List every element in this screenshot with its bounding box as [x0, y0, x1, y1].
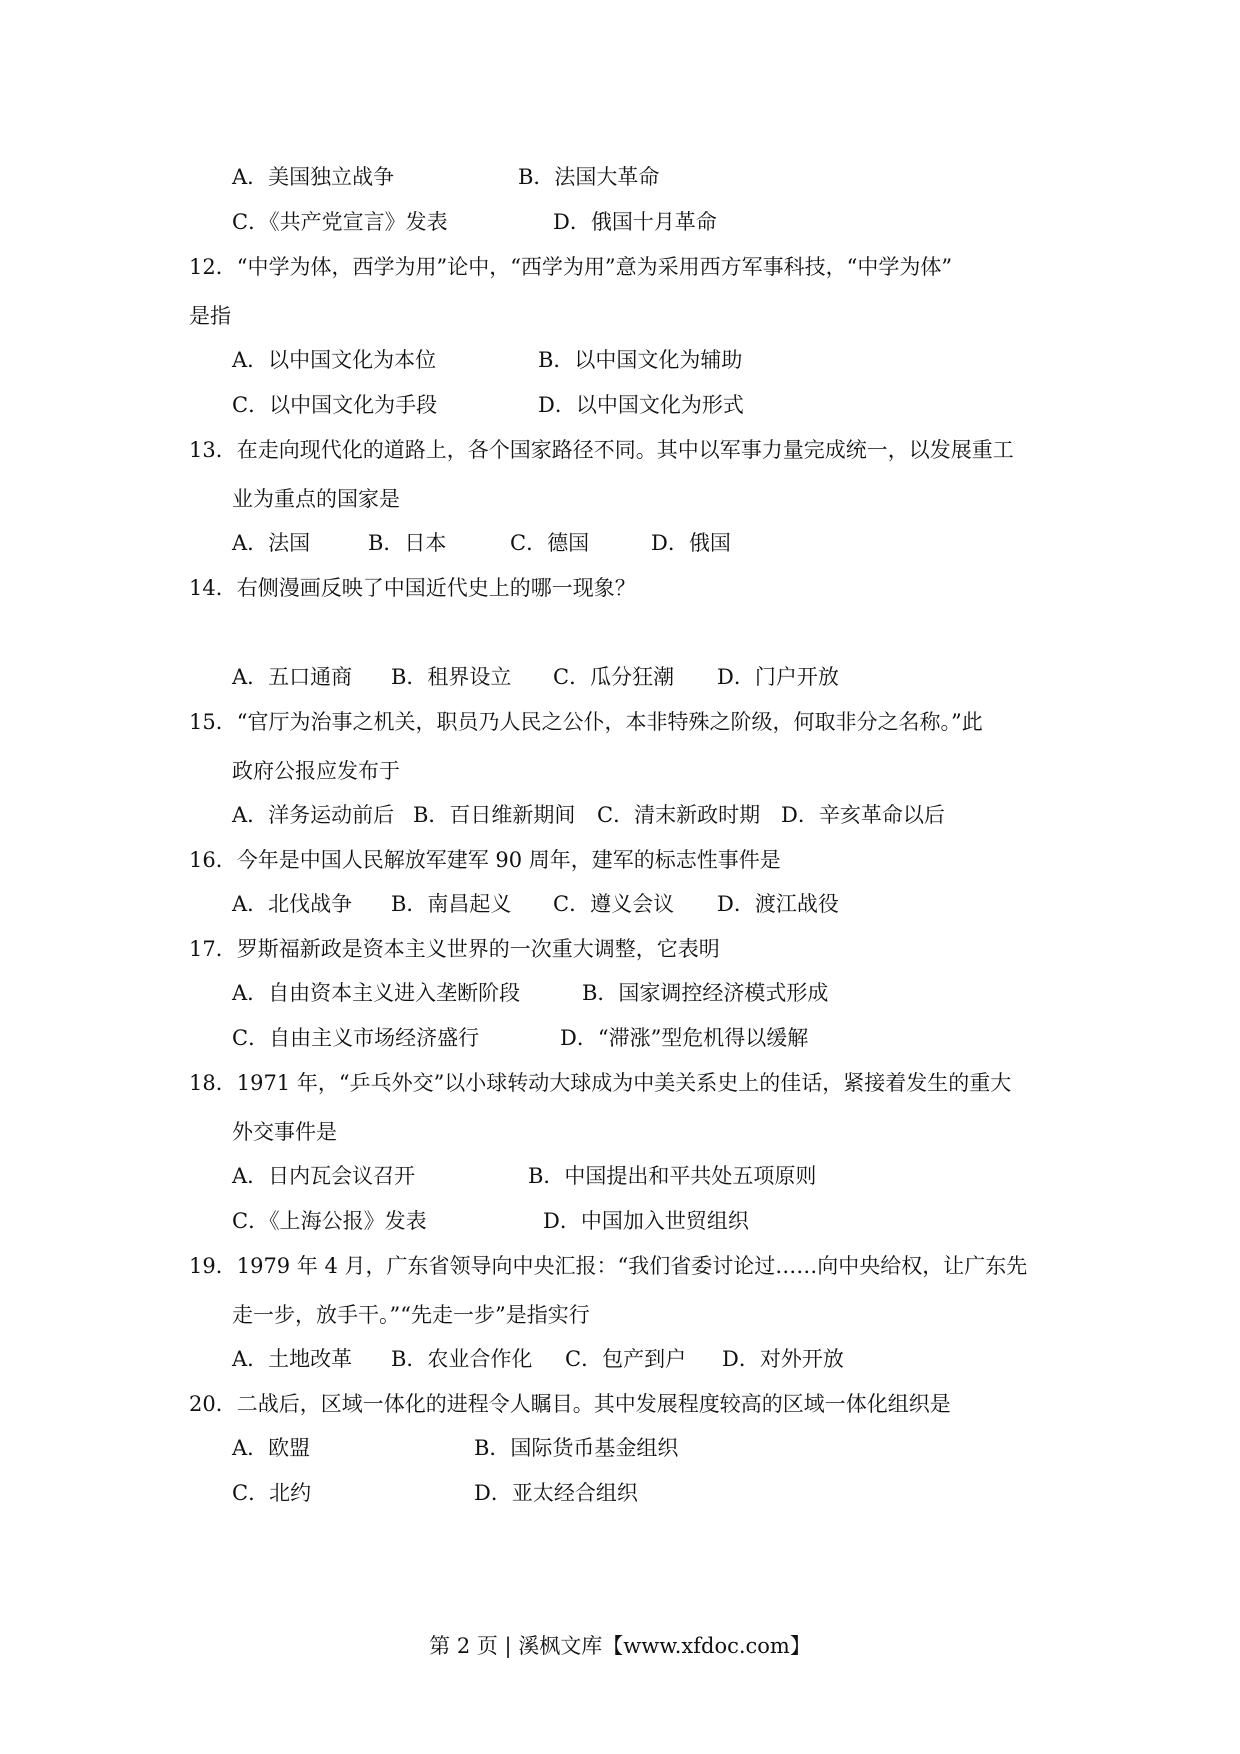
q13-stem-line2: 业为重点的国家是 [232, 487, 400, 511]
q11-option-a: A．美国独立战争 [232, 165, 395, 189]
q17-option-d: D．“滞涨”型危机得以缓解 [560, 1026, 809, 1050]
q18-option-b: B．中国提出和平共处五项原则 [528, 1164, 817, 1188]
q13-option-d: D．俄国 [651, 531, 731, 555]
q16-option-b: B．南昌起义 [391, 892, 512, 916]
q19-option-b: B．农业合作化 [391, 1347, 533, 1371]
q15-stem-line2: 政府公报应发布于 [232, 759, 400, 783]
q11-option-c: C．《共产党宣言》发表 [232, 210, 448, 234]
q19-option-a: A．土地改革 [232, 1347, 353, 1371]
q13-option-a: A．法国 [232, 531, 311, 555]
q14-option-d: D．门户开放 [717, 665, 839, 689]
q13-stem-line1: 13．在走向现代化的道路上，各个国家路径不同。其中以军事力量完成统一，以发展重工 [189, 438, 1014, 462]
q14-option-c: C．瓜分狂潮 [553, 665, 675, 689]
q13-option-b: B．日本 [368, 531, 447, 555]
page-footer: 第 2 页 | 溪枫文库【www.xfdoc.com】 [429, 1634, 811, 1658]
q14-option-a: A．五口通商 [232, 665, 353, 689]
q15-option-b: B．百日维新期间 [413, 803, 576, 827]
q13-option-c: C．德国 [510, 531, 590, 555]
q11-option-b: B．法国大革命 [518, 165, 660, 189]
q17-option-c: C．自由主义市场经济盛行 [232, 1026, 480, 1050]
q15-option-a: A．洋务运动前后 [232, 803, 395, 827]
q12-option-a: A．以中国文化为本位 [232, 348, 437, 372]
q20-option-a: A．欧盟 [232, 1436, 311, 1460]
q18-stem-line1: 18．1971 年，“乒乓外交”以小球转动大球成为中美关系史上的佳话，紧接着发生的重大 [189, 1071, 1012, 1095]
q14-option-b: B．租界设立 [391, 665, 512, 689]
q17-stem-line1: 17．罗斯福新政是资本主义世界的一次重大调整，它表明 [189, 937, 720, 961]
q16-option-c: C．遵义会议 [553, 892, 675, 916]
q15-stem-line1: 15．“官厅为治事之机关，职员乃人民之公仆，本非特殊之阶级，何取非分之名称。”此 [189, 710, 983, 734]
q18-option-d: D．中国加入世贸组织 [543, 1209, 749, 1233]
q20-option-d: D．亚太经合组织 [474, 1481, 638, 1505]
q12-option-b: B．以中国文化为辅助 [538, 348, 743, 372]
q16-option-a: A．北伐战争 [232, 892, 353, 916]
q20-option-b: B．国际货币基金组织 [474, 1436, 679, 1460]
q17-option-b: B．国家调控经济模式形成 [582, 981, 829, 1005]
q12-option-c: C．以中国文化为手段 [232, 393, 438, 417]
q18-option-c: C．《上海公报》发表 [232, 1209, 427, 1233]
q16-stem-line1: 16．今年是中国人民解放军建军 90 周年，建军的标志性事件是 [189, 848, 781, 872]
q19-option-d: D．对外开放 [722, 1347, 844, 1371]
q14-stem-line1: 14．右侧漫画反映了中国近代史上的哪一现象？ [189, 576, 636, 600]
q18-option-a: A．日内瓦会议召开 [232, 1164, 416, 1188]
q20-option-c: C．北约 [232, 1481, 312, 1505]
q15-option-d: D．辛亥革命以后 [781, 803, 945, 827]
q20-stem-line1: 20．二战后，区域一体化的进程令人瞩目。其中发展程度较高的区域一体化组织是 [189, 1392, 951, 1416]
q19-stem-line1: 19．1979 年 4 月，广东省领导向中央汇报：“我们省委讨论过……向中央给权，让广东先 [189, 1254, 1028, 1278]
q15-option-c: C．清末新政时期 [597, 803, 761, 827]
q16-option-d: D．渡江战役 [717, 892, 839, 916]
q12-stem-line2: 是指 [189, 304, 231, 328]
q18-stem-line2: 外交事件是 [232, 1120, 337, 1144]
q19-option-c: C．包产到户 [565, 1347, 687, 1371]
q12-option-d: D．以中国文化为形式 [538, 393, 744, 417]
q12-stem-line1: 12．“中学为体，西学为用”论中，“西学为用”意为采用西方军事科技，“中学为体” [189, 255, 953, 279]
q11-option-d: D．俄国十月革命 [553, 210, 717, 234]
q19-stem-line2: 走一步，放手干。”“先走一步”是指实行 [232, 1303, 590, 1327]
q17-option-a: A．自由资本主义进入垄断阶段 [232, 981, 521, 1005]
